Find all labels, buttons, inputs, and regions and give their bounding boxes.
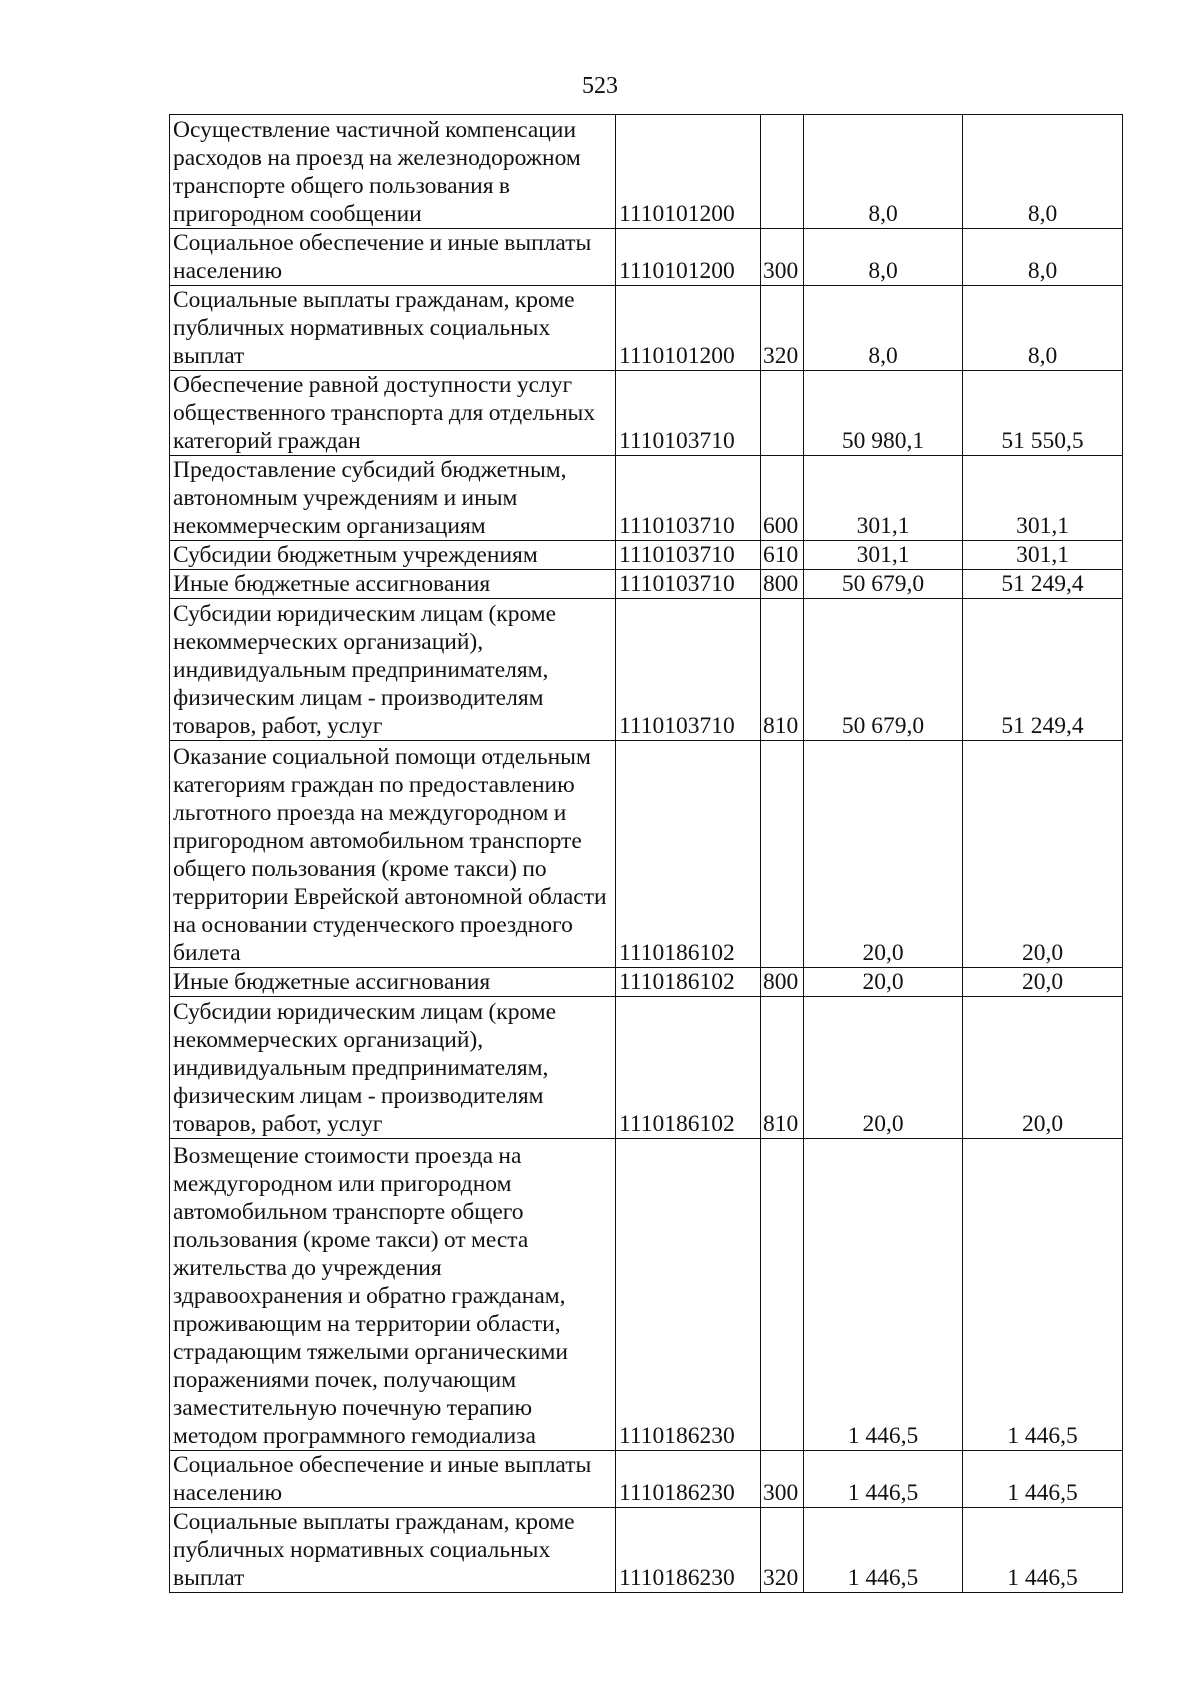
target-article-code-cell: 1110103710 — [616, 541, 761, 570]
target-article-code-cell: 1110101200 — [616, 229, 761, 286]
expense-type-cell: 800 — [761, 570, 804, 599]
expense-type-cell: 800 — [761, 968, 804, 997]
expense-type-cell — [761, 741, 804, 968]
amount-year1-cell: 1 446,5 — [804, 1508, 963, 1593]
target-article-code-cell: 1110186230 — [616, 1139, 761, 1451]
row-name-cell: Субсидии бюджетным учреждениям — [170, 541, 616, 570]
table-row — [170, 286, 1123, 371]
target-article-code-cell: 1110103710 — [616, 599, 761, 741]
expense-type-cell: 610 — [761, 541, 804, 570]
budget-table — [169, 114, 1123, 1593]
target-article-code-cell: 1110186102 — [616, 968, 761, 997]
row-name-cell: Социальное обеспечение и иные выплаты населению — [170, 229, 616, 286]
target-article-code-cell: 1110186230 — [616, 1508, 761, 1593]
target-article-code-cell: 1110186230 — [616, 1451, 761, 1508]
amount-year1-cell: 301,1 — [804, 541, 963, 570]
table-row — [170, 968, 1123, 997]
row-name-cell: Субсидии юридическим лицам (кроме некоммерческих организаций), индивидуальным предпринимателям, физическим лицам - производителям товаров, работ, услуг — [170, 997, 616, 1139]
table-row — [170, 456, 1123, 541]
amount-year2-cell: 301,1 — [963, 541, 1123, 570]
amount-year1-cell: 8,0 — [804, 115, 963, 229]
amount-year1-cell: 20,0 — [804, 997, 963, 1139]
expense-type-cell: 320 — [761, 286, 804, 371]
row-name-cell: Возмещение стоимости проезда на междугородном или пригородном автомобильном транспорте общего пользования (кроме такси) от места жительства до учреждения здравоохранения и обратно гражданам, проживающим на территории области, страдающим тяжелыми органическими поражениями почек, получающим заместительную почечную терапию методом программного гемодиализа — [170, 1139, 616, 1451]
amount-year2-cell: 20,0 — [963, 741, 1123, 968]
amount-year1-cell: 50 679,0 — [804, 570, 963, 599]
target-article-code-cell: 1110103710 — [616, 570, 761, 599]
page-number: 523 — [582, 73, 618, 99]
amount-year1-cell: 20,0 — [804, 741, 963, 968]
table-row — [170, 1139, 1123, 1451]
table-row — [170, 115, 1123, 229]
table-row — [170, 1451, 1123, 1508]
target-article-code-cell: 1110101200 — [616, 286, 761, 371]
table-row — [170, 541, 1123, 570]
amount-year2-cell: 1 446,5 — [963, 1451, 1123, 1508]
amount-year1-cell: 20,0 — [804, 968, 963, 997]
amount-year2-cell: 51 249,4 — [963, 599, 1123, 741]
table-row — [170, 570, 1123, 599]
row-name-cell: Социальное обеспечение и иные выплаты населению — [170, 1451, 616, 1508]
table-row — [170, 229, 1123, 286]
amount-year1-cell: 1 446,5 — [804, 1451, 963, 1508]
row-name-cell: Осуществление частичной компенсации расходов на проезд на железнодорожном транспорте общего пользования в пригородном сообщении — [170, 115, 616, 229]
amount-year2-cell: 20,0 — [963, 968, 1123, 997]
amount-year1-cell: 8,0 — [804, 229, 963, 286]
expense-type-cell — [761, 371, 804, 456]
row-name-cell: Иные бюджетные ассигнования — [170, 968, 616, 997]
amount-year2-cell: 1 446,5 — [963, 1508, 1123, 1593]
table-row — [170, 371, 1123, 456]
table-row — [170, 997, 1123, 1139]
row-name-cell: Социальные выплаты гражданам, кроме публичных нормативных социальных выплат — [170, 286, 616, 371]
expense-type-cell: 300 — [761, 1451, 804, 1508]
expense-type-cell — [761, 1139, 804, 1451]
amount-year1-cell: 50 980,1 — [804, 371, 963, 456]
expense-type-cell: 600 — [761, 456, 804, 541]
target-article-code-cell: 1110101200 — [616, 115, 761, 229]
amount-year1-cell: 8,0 — [804, 286, 963, 371]
amount-year2-cell: 51 249,4 — [963, 570, 1123, 599]
table-row — [170, 599, 1123, 741]
row-name-cell: Оказание социальной помощи отдельным категориям граждан по предоставлению льготного проезда на междугородном и пригородном автомобильном транспорте общего пользования (кроме такси) по территории Еврейской автономной области на основании студенческого проездного билета — [170, 741, 616, 968]
amount-year2-cell: 1 446,5 — [963, 1139, 1123, 1451]
target-article-code-cell: 1110103710 — [616, 371, 761, 456]
row-name-cell: Иные бюджетные ассигнования — [170, 570, 616, 599]
table-row — [170, 1508, 1123, 1593]
target-article-code-cell: 1110186102 — [616, 997, 761, 1139]
target-article-code-cell: 1110186102 — [616, 741, 761, 968]
amount-year2-cell: 8,0 — [963, 115, 1123, 229]
amount-year2-cell: 20,0 — [963, 997, 1123, 1139]
expense-type-cell: 810 — [761, 599, 804, 741]
expense-type-cell: 300 — [761, 229, 804, 286]
expense-type-cell — [761, 115, 804, 229]
row-name-cell: Субсидии юридическим лицам (кроме некоммерческих организаций), индивидуальным предпринимателям, физическим лицам - производителям товаров, работ, услуг — [170, 599, 616, 741]
expense-type-cell: 810 — [761, 997, 804, 1139]
row-name-cell: Предоставление субсидий бюджетным, автономным учреждениям и иным некоммерческим организациям — [170, 456, 616, 541]
table-row — [170, 741, 1123, 968]
target-article-code-cell: 1110103710 — [616, 456, 761, 541]
amount-year1-cell: 301,1 — [804, 456, 963, 541]
amount-year1-cell: 1 446,5 — [804, 1139, 963, 1451]
amount-year2-cell: 51 550,5 — [963, 371, 1123, 456]
amount-year2-cell: 8,0 — [963, 286, 1123, 371]
budget-table-body — [170, 115, 1123, 1593]
amount-year2-cell: 301,1 — [963, 456, 1123, 541]
expense-type-cell: 320 — [761, 1508, 804, 1593]
amount-year2-cell: 8,0 — [963, 229, 1123, 286]
amount-year1-cell: 50 679,0 — [804, 599, 963, 741]
row-name-cell: Социальные выплаты гражданам, кроме публичных нормативных социальных выплат — [170, 1508, 616, 1593]
row-name-cell: Обеспечение равной доступности услуг общественного транспорта для отдельных категорий граждан — [170, 371, 616, 456]
